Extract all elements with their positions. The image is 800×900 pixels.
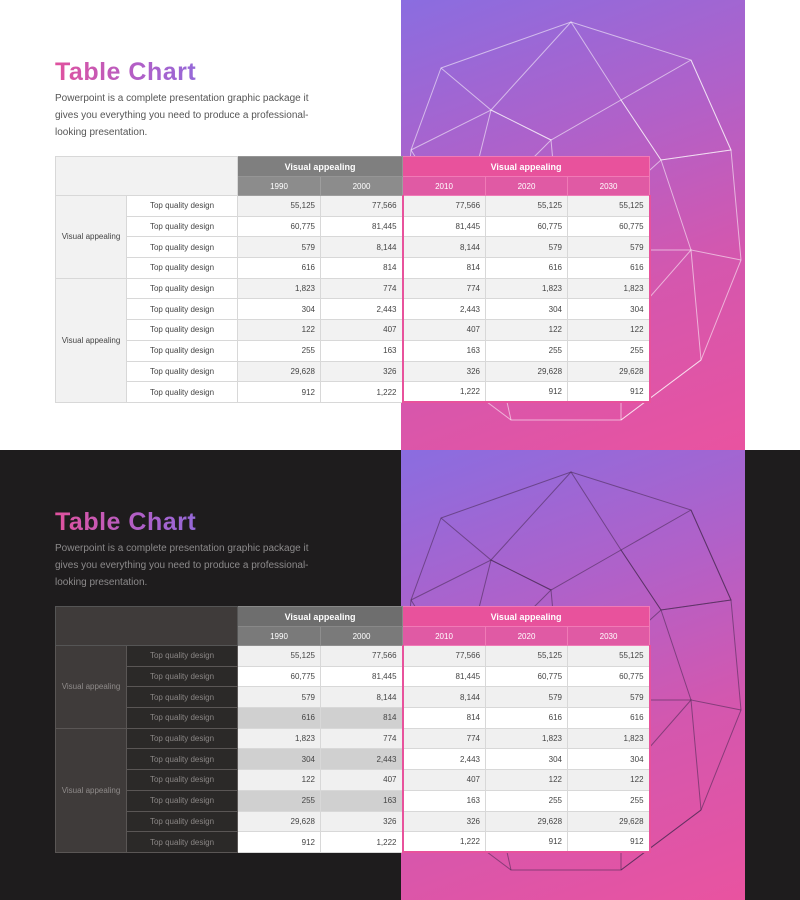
value-cell: 1,823: [568, 728, 650, 749]
row-label: Top quality design: [127, 728, 238, 749]
value-cell: 29,628: [238, 811, 321, 832]
value-cell: 304: [486, 749, 568, 770]
value-cell: 60,775: [238, 216, 321, 237]
value-cell: 1,823: [568, 278, 650, 299]
row-label: Top quality design: [127, 708, 238, 729]
year-header: 2010: [403, 177, 486, 196]
value-cell: 122: [568, 770, 650, 791]
table-row: [56, 708, 650, 729]
value-cell: 255: [486, 340, 568, 361]
value-cell: 163: [321, 790, 403, 811]
table-row: [56, 216, 650, 237]
row-label: Top quality design: [127, 666, 238, 687]
value-cell: 8,144: [321, 687, 403, 708]
group-header-right: Visual appealing: [403, 157, 650, 177]
table-row: [56, 770, 650, 791]
table-row: [56, 811, 650, 832]
year-header: 2030: [568, 627, 650, 646]
value-cell: 774: [403, 728, 486, 749]
value-cell: 579: [238, 687, 321, 708]
table-row: [56, 278, 650, 299]
description-text: Powerpoint is a complete presentation graphic package it gives you everything you need to produce a professional-looking presentation.: [55, 543, 309, 588]
row-label: Top quality design: [127, 320, 238, 341]
value-cell: 81,445: [403, 216, 486, 237]
group-label: Visual appealing: [56, 728, 127, 852]
value-cell: 55,125: [486, 196, 568, 217]
value-cell: 304: [568, 299, 650, 320]
value-cell: 616: [486, 258, 568, 279]
table-row: [56, 728, 650, 749]
table-row: [56, 646, 650, 667]
value-cell: 326: [403, 361, 486, 382]
value-cell: 60,775: [486, 216, 568, 237]
group-label: Visual appealing: [56, 196, 127, 279]
value-cell: 29,628: [238, 361, 321, 382]
value-cell: 304: [568, 749, 650, 770]
row-label: Top quality design: [127, 278, 238, 299]
value-cell: 255: [238, 340, 321, 361]
row-label: Top quality design: [127, 299, 238, 320]
value-cell: 60,775: [238, 666, 321, 687]
value-cell: 77,566: [321, 196, 403, 217]
slide-dark: [0, 450, 800, 900]
value-cell: 814: [403, 708, 486, 729]
value-cell: 163: [321, 340, 403, 361]
value-cell: 60,775: [568, 666, 650, 687]
value-cell: 163: [403, 790, 486, 811]
value-cell: 122: [238, 320, 321, 341]
row-label: Top quality design: [127, 237, 238, 258]
table-row: [56, 790, 650, 811]
value-cell: 814: [321, 258, 403, 279]
value-cell: 912: [238, 832, 321, 853]
value-cell: 8,144: [403, 687, 486, 708]
value-cell: 1,823: [486, 278, 568, 299]
row-label: Top quality design: [127, 216, 238, 237]
group-header-right: Visual appealing: [403, 607, 650, 627]
value-cell: 1,823: [238, 278, 321, 299]
value-cell: 774: [403, 278, 486, 299]
table-row: [56, 382, 650, 403]
value-cell: 8,144: [321, 237, 403, 258]
value-cell: 912: [568, 832, 650, 853]
data-table: [55, 156, 651, 403]
table-row: [56, 687, 650, 708]
year-header: 1990: [238, 177, 321, 196]
value-cell: 326: [321, 811, 403, 832]
page-title: Table Chart: [55, 58, 197, 86]
value-cell: 55,125: [238, 646, 321, 667]
value-cell: 29,628: [568, 811, 650, 832]
row-label: Top quality design: [127, 382, 238, 403]
year-header: 1990: [238, 627, 321, 646]
value-cell: 814: [403, 258, 486, 279]
value-cell: 912: [568, 382, 650, 403]
group-label: Visual appealing: [56, 646, 127, 729]
value-cell: 122: [486, 770, 568, 791]
value-cell: 55,125: [568, 646, 650, 667]
group-header-left: Visual appealing: [238, 607, 403, 627]
value-cell: 407: [321, 770, 403, 791]
row-label: Top quality design: [127, 811, 238, 832]
year-header: 2010: [403, 627, 486, 646]
value-cell: 29,628: [486, 361, 568, 382]
value-cell: 616: [238, 708, 321, 729]
value-cell: 1,823: [238, 728, 321, 749]
value-cell: 616: [238, 258, 321, 279]
row-label: Top quality design: [127, 770, 238, 791]
value-cell: 255: [568, 790, 650, 811]
table-row: [56, 832, 650, 853]
value-cell: 1,222: [321, 832, 403, 853]
row-label: Top quality design: [127, 832, 238, 853]
value-cell: 55,125: [568, 196, 650, 217]
value-cell: 407: [321, 320, 403, 341]
value-cell: 122: [238, 770, 321, 791]
year-header: 2030: [568, 177, 650, 196]
value-cell: 579: [568, 237, 650, 258]
value-cell: 616: [486, 708, 568, 729]
value-cell: 304: [238, 749, 321, 770]
table-row: [56, 320, 650, 341]
year-header: 2020: [486, 627, 568, 646]
row-label: Top quality design: [127, 361, 238, 382]
value-cell: 2,443: [321, 299, 403, 320]
value-cell: 1,222: [403, 382, 486, 403]
value-cell: 77,566: [321, 646, 403, 667]
value-cell: 304: [238, 299, 321, 320]
value-cell: 912: [238, 382, 321, 403]
description-text: Powerpoint is a complete presentation graphic package it gives you everything you need to produce a professional-looking presentation.: [55, 93, 309, 138]
value-cell: 1,222: [321, 382, 403, 403]
value-cell: 1,823: [486, 728, 568, 749]
value-cell: 8,144: [403, 237, 486, 258]
row-label: Top quality design: [127, 258, 238, 279]
value-cell: 616: [568, 708, 650, 729]
value-cell: 77,566: [403, 646, 486, 667]
row-label: Top quality design: [127, 196, 238, 217]
value-cell: 29,628: [486, 811, 568, 832]
value-cell: 2,443: [403, 299, 486, 320]
value-cell: 912: [486, 832, 568, 853]
value-cell: 407: [403, 320, 486, 341]
value-cell: 81,445: [321, 666, 403, 687]
table-corner: [56, 607, 238, 646]
page-title: Table Chart: [55, 508, 197, 536]
value-cell: 255: [568, 340, 650, 361]
table-corner: [56, 157, 238, 196]
value-cell: 60,775: [486, 666, 568, 687]
year-header: 2000: [321, 177, 403, 196]
row-label: Top quality design: [127, 646, 238, 667]
value-cell: 255: [486, 790, 568, 811]
value-cell: 579: [568, 687, 650, 708]
table-row: [56, 196, 650, 217]
value-cell: 579: [486, 237, 568, 258]
value-cell: 912: [486, 382, 568, 403]
value-cell: 304: [486, 299, 568, 320]
value-cell: 2,443: [321, 749, 403, 770]
value-cell: 774: [321, 278, 403, 299]
year-header: 2000: [321, 627, 403, 646]
value-cell: 55,125: [486, 646, 568, 667]
year-header: 2020: [486, 177, 568, 196]
value-cell: 81,445: [321, 216, 403, 237]
table-row: [56, 237, 650, 258]
value-cell: 163: [403, 340, 486, 361]
value-cell: 122: [486, 320, 568, 341]
row-label: Top quality design: [127, 340, 238, 361]
value-cell: 326: [403, 811, 486, 832]
row-label: Top quality design: [127, 790, 238, 811]
table-row: [56, 299, 650, 320]
value-cell: 122: [568, 320, 650, 341]
value-cell: 55,125: [238, 196, 321, 217]
group-header-left: Visual appealing: [238, 157, 403, 177]
table-row: [56, 749, 650, 770]
row-label: Top quality design: [127, 687, 238, 708]
value-cell: 814: [321, 708, 403, 729]
value-cell: 1,222: [403, 832, 486, 853]
value-cell: 774: [321, 728, 403, 749]
value-cell: 2,443: [403, 749, 486, 770]
value-cell: 579: [238, 237, 321, 258]
data-table: [55, 606, 651, 853]
table-row: [56, 361, 650, 382]
table-row: [56, 258, 650, 279]
table-row: [56, 340, 650, 361]
value-cell: 407: [403, 770, 486, 791]
value-cell: 255: [238, 790, 321, 811]
value-cell: 60,775: [568, 216, 650, 237]
value-cell: 326: [321, 361, 403, 382]
value-cell: 29,628: [568, 361, 650, 382]
row-label: Top quality design: [127, 749, 238, 770]
group-label: Visual appealing: [56, 278, 127, 402]
table-row: [56, 666, 650, 687]
value-cell: 616: [568, 258, 650, 279]
value-cell: 579: [486, 687, 568, 708]
value-cell: 81,445: [403, 666, 486, 687]
value-cell: 77,566: [403, 196, 486, 217]
